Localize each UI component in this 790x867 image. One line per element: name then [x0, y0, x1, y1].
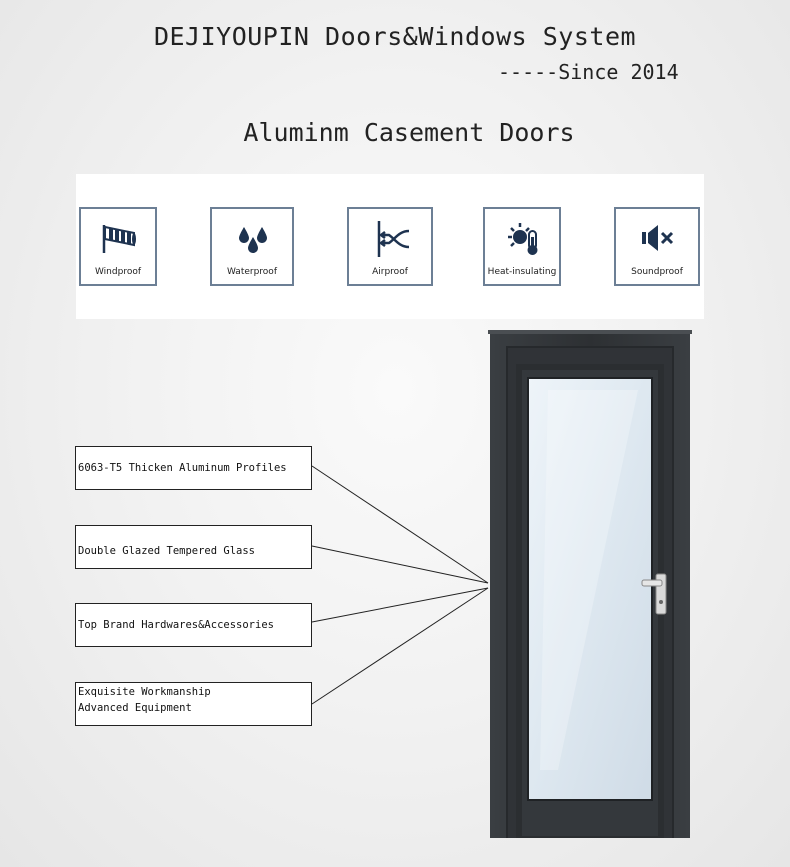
callout-text: Double Glazed Tempered Glass — [78, 545, 256, 557]
feature-label: Heat-insulating — [487, 267, 557, 277]
product-title: Aluminm Casement Doors — [243, 118, 575, 147]
callout-workmanship — [75, 682, 312, 726]
callout-text: Exquisite Workmanship — [78, 686, 211, 698]
callout-aluminum-profiles — [75, 446, 312, 490]
feature-label: Airproof — [372, 267, 408, 277]
callout-hardware — [75, 603, 312, 647]
callout-text: Top Brand Hardwares&Accessories — [78, 619, 274, 631]
callout-tempered-glass — [75, 525, 312, 569]
feature-label: Windproof — [94, 267, 141, 277]
callout-text: 6063-T5 Thicken Aluminum Profiles — [78, 462, 287, 474]
feature-label: Waterproof — [226, 267, 277, 277]
callout-text: Advanced Equipment — [78, 702, 192, 714]
since-year: -----Since 2014 — [498, 60, 679, 84]
brand-title: DEJIYOUPIN Doors&Windows System — [153, 22, 637, 51]
feature-label: Soundproof — [631, 267, 683, 277]
